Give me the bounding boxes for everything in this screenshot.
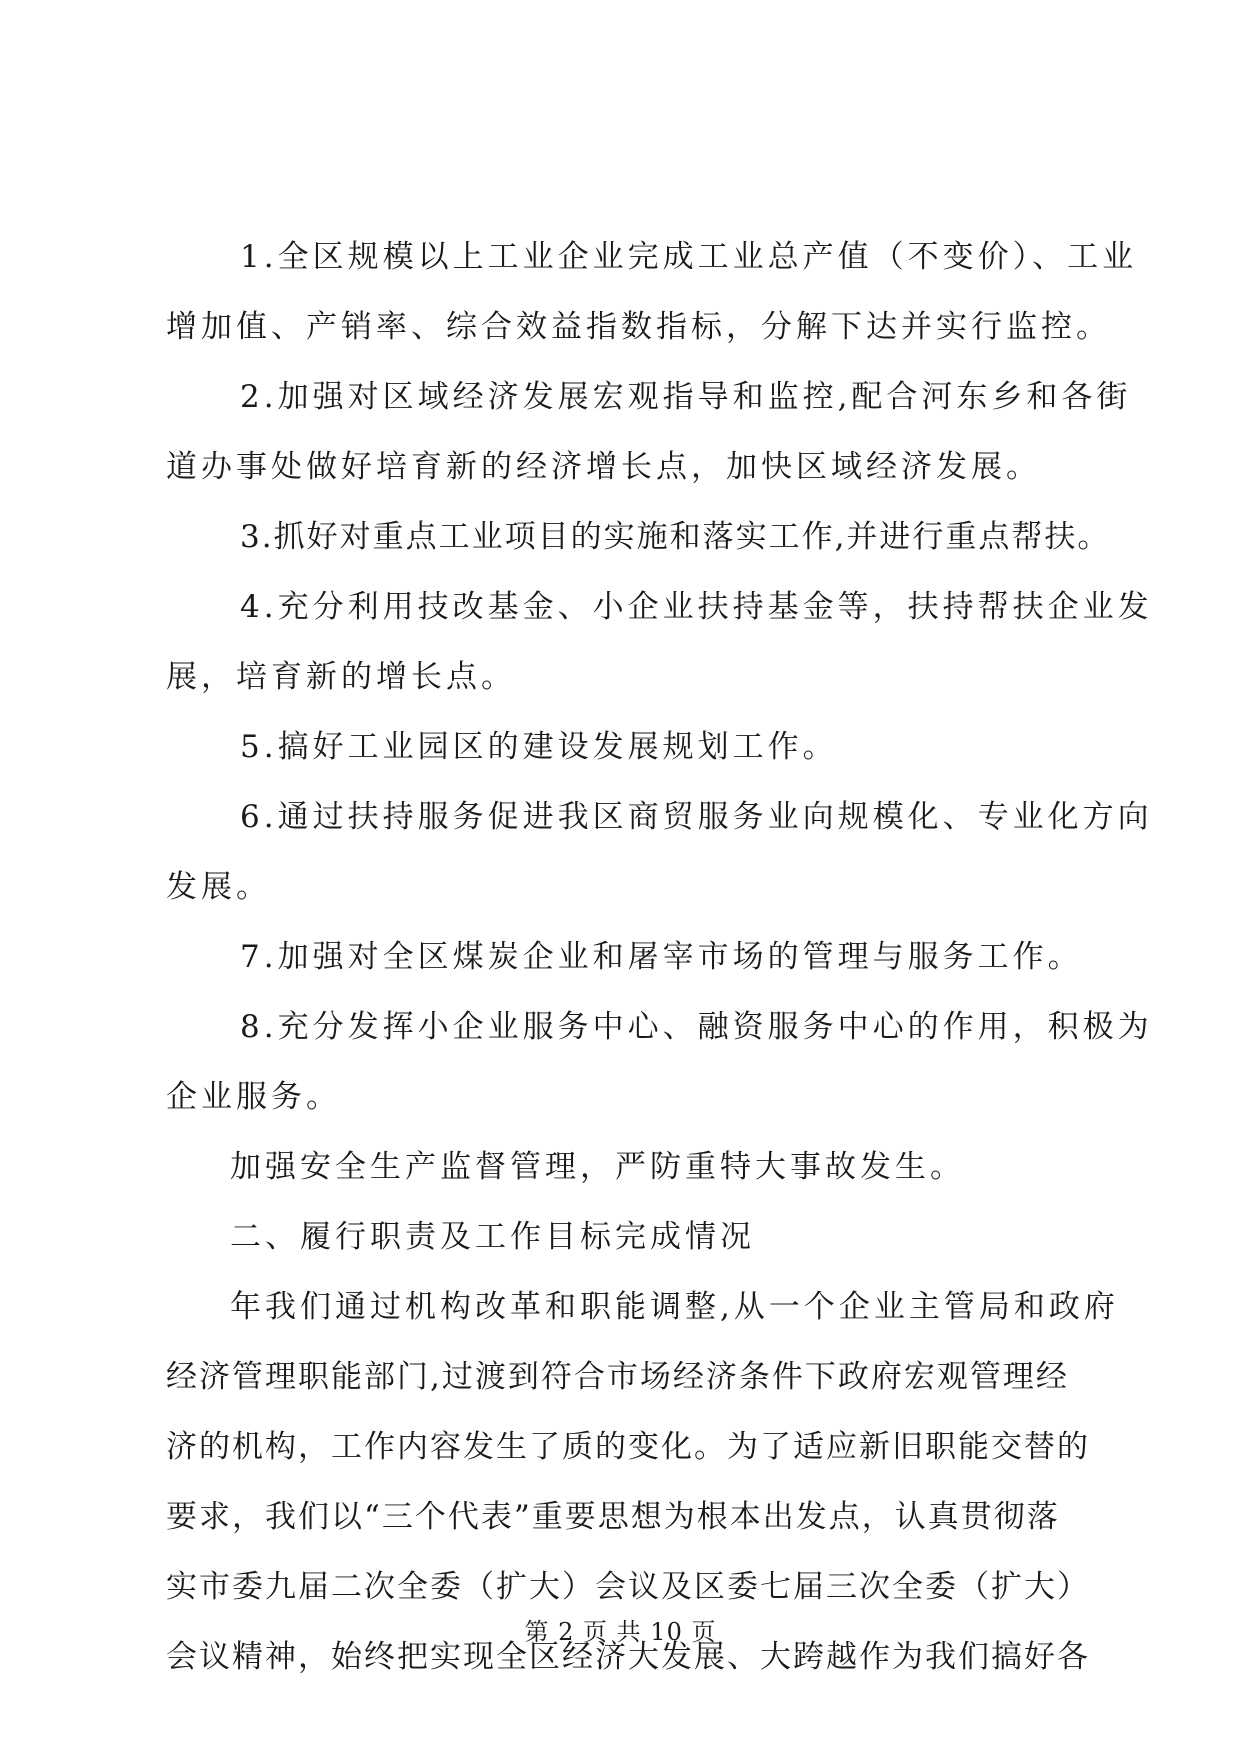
- text-line: 1.全区规模以上工业企业完成工业总产值（不变价）、工业: [240, 239, 1138, 275]
- text-line: 4.充分利用技改基金、小企业扶持基金等，扶持帮扶企业发: [240, 589, 1153, 625]
- document-body: [166, 222, 1153, 1692]
- text-line: 增加值、产销率、综合效益指数指标，分解下达并实行监控。: [166, 309, 1111, 345]
- text-line: 年我们通过机构改革和职能调整,从一个企业主管局和政府: [230, 1289, 1119, 1325]
- text-line: 要求，我们以“三个代表”重要思想为根本出发点，认真贯彻落: [166, 1499, 1060, 1535]
- text-line: 实市委九届二次全委（扩大）会议及区委七届三次全委（扩大）: [166, 1569, 1090, 1605]
- text-line: 加强安全生产监督管理，严防重特大事故发生。: [230, 1149, 965, 1185]
- text-line: 经济管理职能部门,过渡到符合市场经济条件下政府宏观管理经: [166, 1359, 1069, 1395]
- text-line: 发展。: [166, 869, 271, 905]
- section-heading: 二、履行职责及工作目标完成情况: [230, 1219, 755, 1255]
- text-line: 7.加强对全区煤炭企业和屠宰市场的管理与服务工作。: [240, 939, 1083, 975]
- text-line: 济的机构，工作内容发生了质的变化。为了适应新旧职能交替的: [166, 1429, 1090, 1465]
- text-line: 展，培育新的增长点。: [166, 659, 516, 695]
- text-line: 8.充分发挥小企业服务中心、融资服务中心的作用，积极为: [240, 1009, 1153, 1045]
- page-number-footer: 第 2 页 共 10 页: [524, 1618, 717, 1646]
- text-line: 5.搞好工业园区的建设发展规划工作。: [240, 729, 838, 765]
- text-line: 3.抓好对重点工业项目的实施和落实工作,并进行重点帮扶。: [240, 519, 1111, 555]
- text-line: 2.加强对区域经济发展宏观指导和监控,配合河东乡和各街: [240, 379, 1132, 415]
- text-line: 道办事处做好培育新的经济增长点，加快区域经济发展。: [166, 449, 1041, 485]
- text-line: 企业服务。: [166, 1079, 341, 1115]
- text-line: 会议精神，始终把实现全区经济大发展、大跨越作为我们搞好各: [166, 1639, 1090, 1675]
- text-line: 6.通过扶持服务促进我区商贸服务业向规模化、专业化方向: [240, 799, 1153, 835]
